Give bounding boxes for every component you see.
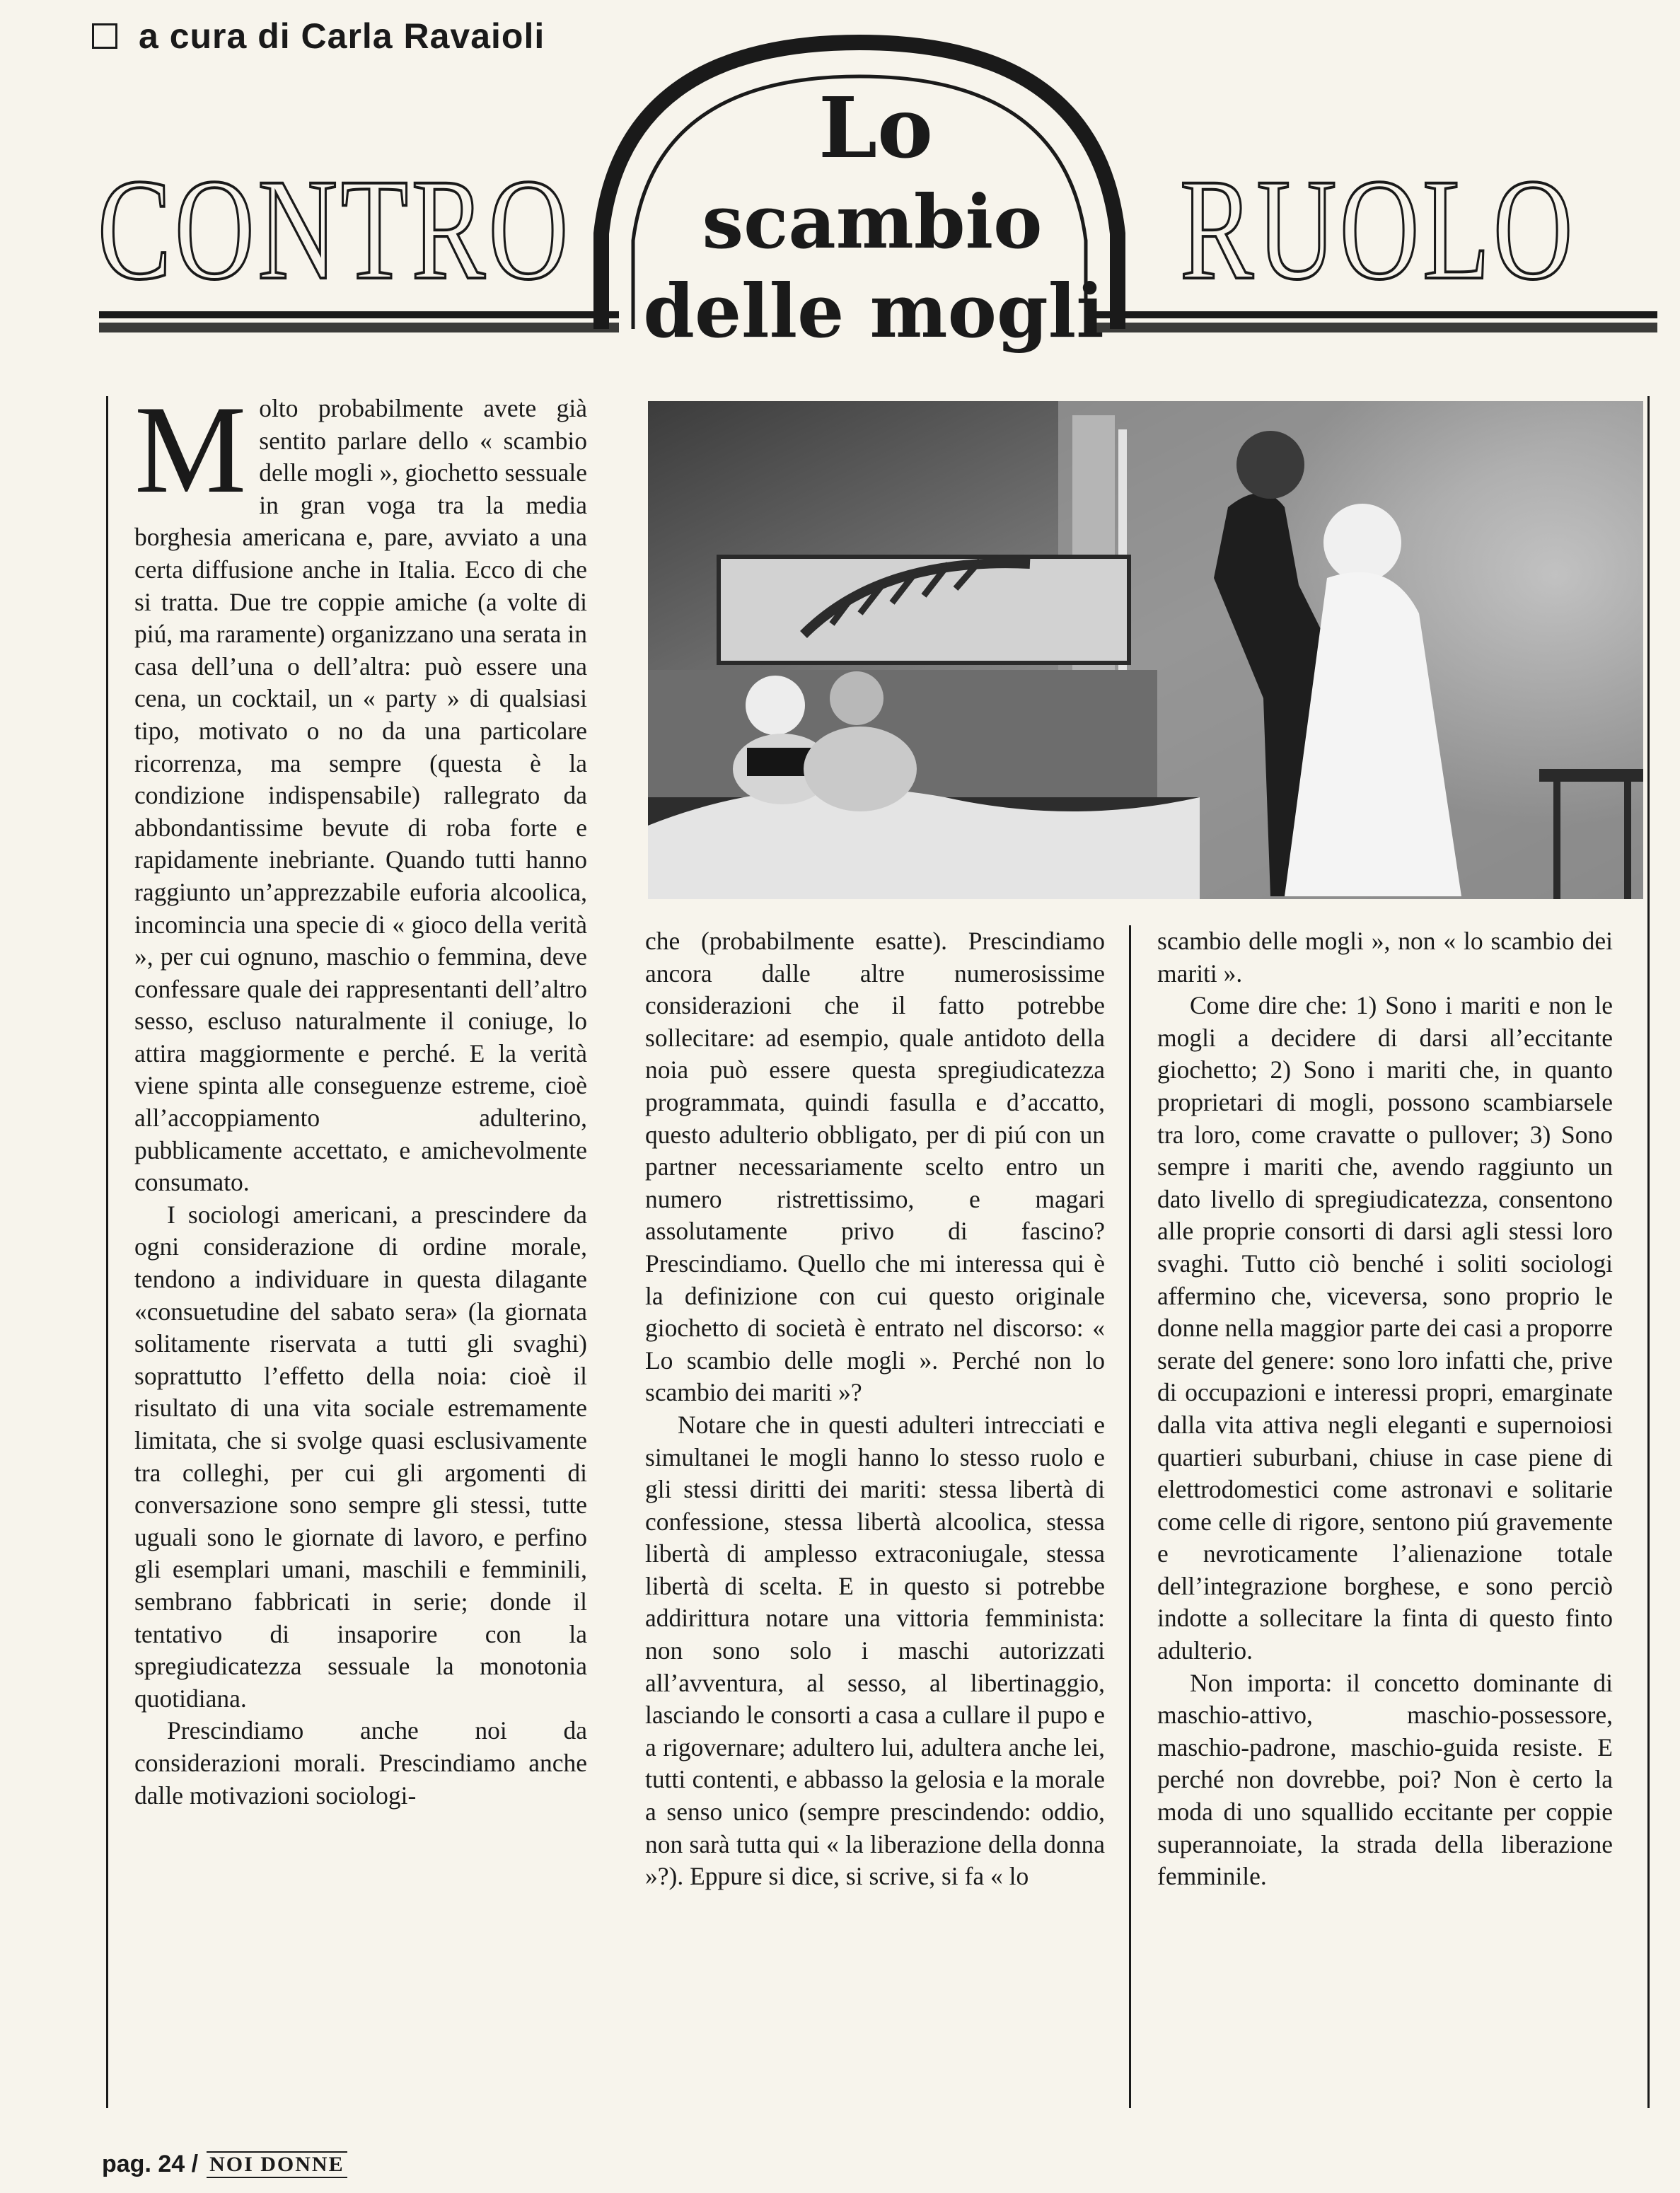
title-line-3: delle mogli: [643, 267, 1104, 354]
paragraph-7: Come dire che: 1) Sono i mariti e non le mogli a decidere di darsi all’eccitante giochetto; 2) Sono i mariti che, in quanto proprietari di mogli, possono scambiarsele tra loro, come cravatte o pullover; 3) Sono sempre i mariti che, avendo raggiunto un dato livello di spregiudicatezza, consentono alle proprie consorti di darsi agli stessi loro svaghi. Tutto ciò benché i soliti sociologi affermino che, viceversa, sono proprio le donne nella maggior parte dei casi a proporre serate del genere: sono loro infatti che, prive di occupazioni e interessi propri, emarginate dalla vita attiva negli eleganti e supernoiosi quartieri suburbani, chiuse in case piene di elettrodomestici come astronavi e solitarie come celle di rigore, sentono piú gravemente e nevroticamente l’alienazione totale dell’integrazione borghese, e sono perciò indotte a sollecitare la finta di questo finto adulterio.: [1157, 991, 1613, 1665]
byline-text: a cura di Carla Ravaioli: [139, 16, 545, 56]
paragraph-5: Notare che in questi adulteri intrecciati e simultanei le mogli hanno lo stesso ruolo e gli stessi diritti dei mariti: stessa libertà di confessione, stessa libertà alcoolica, stessa libertà di amplesso extraconiugale, stessa libertà di scelta. E in questo si potrebbe addirittura notare una vittoria femminista: non sono solo i maschi autorizzati all’avventura, al sesso, al libertinaggio, lasciando le consorti a casa a cullare il pupo e a rigovernare; adultero lui, adultera anche lei, tutti contenti, e abbasso la gelosia e la morale a senso unico (sempre prescindendo: oddio, non sarà tutta qui « la liberazione della donna »?). Eppure si dice, si scrive, si fa « lo: [645, 1410, 1105, 1891]
dropcap: M: [134, 379, 247, 519]
magazine-logo: NOI DONNE: [207, 2151, 347, 2178]
page-footer: [102, 2151, 347, 2178]
article-column-3: [1157, 925, 1613, 1893]
rule-right-top: [1095, 311, 1657, 318]
article-photo: [648, 401, 1643, 899]
page-number: pag. 24 /: [102, 2151, 199, 2177]
paragraph-8: Non importa: il concetto dominante di maschio-attivo, maschio-possessore, maschio-padrone, maschio-guida resiste. E perché non dovrebbe, poi? Non è certo la moda di uno squallido eccitante per coppie superannoiate, la strada della liberazione femminile.: [1157, 1668, 1613, 1891]
paragraph-1-text: olto probabilmente avete già sentito parlare dello « scambio delle mogli », giochetto sessuale in gran voga tra la media borghesia americana e, pare, avviato a una certa diffusione anche in Italia. Ecco di che si tratta. Due tre coppie amiche (a volte di piú, ma raramente) organizzano una serata in casa dell’una o dell’altra: può essere una cena, un cocktail, un « party » di qualsiasi tipo, motivato o no da una particolare ricorrenza, ma sempre (questa è la condizione indispensabile) rallegrato da abbondantissime bevute di roba forte e rapidamente inebriante. Quando tutti hanno raggiunto un’apprezzabile euforia alcoolica, incomincia una specie di « gioco della verità », per cui ognuno, maschio o femmina, deve confessare quale dei rappresentanti dell’altro sesso, escluso naturalmente il coniuge, lo attira maggiormente e perché. E la verità viene spinta alle conseguenze estreme, cioè all’accoppiamento adulterino, pubblicamente accettato, e amichevolmente consumato.: [134, 394, 587, 1197]
paragraph-3: Prescindiamo anche noi da considerazioni morali. Prescindiamo anche dalle motivazioni sociologi-: [134, 1716, 587, 1810]
paragraph-2: I sociologi americani, a prescindere da ogni considerazione di ordine morale, tendono a individuare in questa dilagante «consuetudine del sabato sera» (la giornata solitamente riservata a tutti gli svaghi) soprattutto l’effetto della noia: cioè il risultato di una vita sociale estremamente limitata, che si svolge quasi esclusivamente tra colleghi, per cui gli argomenti di conversazione sono sempre gli stessi, tutte uguali sono le giornate di lavoro, e perfino gli esemplari umani, maschili e femminili, sembrano fabbricati in serie; donde il tentativo di insaporire con la spregiudicatezza sessuale la monotonia quotidiana.: [134, 1200, 587, 1713]
column-rule-middle: [1129, 925, 1131, 2108]
rule-right-bottom: [1095, 323, 1657, 332]
masthead-graphic: [0, 0, 1680, 382]
masthead: [0, 0, 1680, 382]
masthead-left-word: CONTRO: [98, 149, 572, 310]
film-still-photo-icon: [648, 401, 1643, 899]
title-line-1: Lo: [818, 79, 933, 177]
article-column-2: [645, 925, 1105, 1893]
paragraph-6: scambio delle mogli », non « lo scambio dei mariti ».: [1157, 927, 1613, 988]
title-line-2: scambio: [702, 178, 1043, 265]
column-rule-left: [106, 396, 108, 2108]
masthead-right-word: RUOLO: [1180, 149, 1576, 310]
paragraph-4: che (probabilmente esatte). Prescindiamo ancora dalle altre numerosissime considerazioni che il fatto potrebbe sollecitare: ad esempio, quale antidoto della noia può essere questa spregiudicatezza programmata, quindi fasulla e d’accatto, questo adulterio obbligato, per di piú con un partner necessariamente scelto entro un numero ristrettissimo, e magari assolutamente privo di fascino? Prescindiamo. Quello che mi interessa qui è la definizione con cui questo originale giochetto di società è entrato nel discorso: « Lo scambio delle mogli ». Perché non lo scambio dei mariti »?: [645, 927, 1105, 1407]
article-column-1: [134, 379, 587, 1812]
paragraph-1: [134, 379, 587, 1199]
rule-left-top: [99, 311, 619, 318]
rule-left-bottom: [99, 323, 619, 332]
column-rule-right: [1647, 396, 1650, 2108]
